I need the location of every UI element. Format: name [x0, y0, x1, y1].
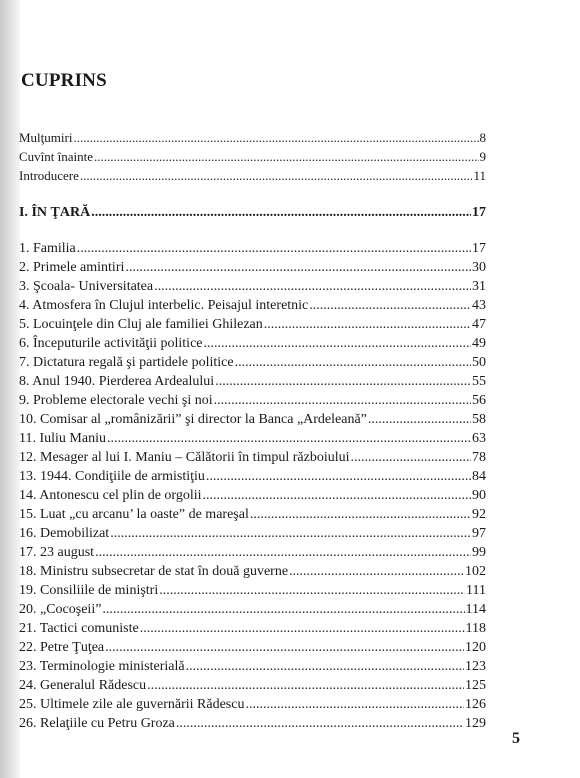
toc-entry: [19, 278, 486, 296]
toc-page-number: 126: [465, 697, 486, 712]
toc-entry: [19, 677, 486, 695]
toc-leader-dots: [214, 392, 471, 410]
toc-page-number: 9: [479, 149, 486, 164]
toc-page-number: 92: [472, 507, 486, 522]
toc-entry: [19, 696, 486, 714]
toc-page-number: 99: [472, 545, 486, 560]
toc-label: 3. Şcoala- Universitatea: [19, 279, 154, 294]
toc-page-number: 47: [472, 317, 486, 332]
toc-label: I. ÎN ŢARĂ: [19, 205, 91, 220]
toc-entry: [19, 639, 486, 657]
toc-leader-dots: [309, 297, 471, 315]
toc-leader-dots: [102, 601, 464, 619]
toc-page-number: 49: [472, 336, 486, 351]
toc-label: 24. Generalul Rădescu: [19, 678, 147, 693]
toc-leader-dots: [77, 240, 471, 258]
toc-page-number: 63: [472, 431, 486, 446]
toc-entry: [19, 411, 486, 429]
toc-page-number: 17: [472, 205, 486, 220]
toc-entry: [19, 297, 486, 315]
toc-label: Cuvînt înainte: [19, 149, 94, 164]
toc-leader-dots: [186, 658, 464, 676]
toc-page-number: 84: [472, 469, 486, 484]
toc-label: 18. Ministru subsecretar de stat în două guverne: [19, 564, 289, 579]
toc-entry: [19, 601, 486, 619]
toc-entry-front: [19, 129, 486, 147]
toc-entry: [19, 449, 486, 467]
toc-leader-dots: [159, 582, 465, 600]
toc-label: 4. Atmosfera în Clujul interbelic. Peisajul interetnic: [19, 298, 309, 313]
toc-label: 5. Locuinţele din Cluj ale familiei Ghilezan: [19, 317, 263, 332]
toc-page-number: 56: [472, 393, 486, 408]
toc-label: 10. Comisar al „românizării” şi director la Banca „Ardeleană”: [19, 412, 367, 427]
toc-label: 16. Demobilizat: [19, 526, 110, 541]
toc-label: 17. 23 august: [19, 545, 95, 560]
toc-page-number: 129: [465, 716, 486, 731]
toc-label: Mulţumiri: [19, 130, 73, 145]
toc-page-number: 58: [472, 412, 486, 427]
toc-label: 6. Începuturile activităţii politice: [19, 336, 203, 351]
toc-page-number: 111: [466, 583, 486, 598]
toc-entry: [19, 392, 486, 410]
toc-entry: [19, 525, 486, 543]
toc-label: 2. Primele amintiri: [19, 260, 125, 275]
toc-page-number: 17: [472, 241, 486, 256]
toc-entry: [19, 430, 486, 448]
toc-leader-dots: [245, 696, 464, 714]
toc-leader-dots: [91, 204, 471, 222]
toc-page-number: 43: [472, 298, 486, 313]
toc-label: 12. Mesager al lui I. Maniu – Călătorii în timpul războiului: [19, 450, 350, 465]
toc-label: 19. Consiliile de miniştri: [19, 583, 159, 598]
toc-leader-dots: [351, 449, 472, 467]
toc-leader-dots: [264, 316, 471, 334]
toc-leader-dots: [235, 354, 471, 372]
toc-entry: [19, 658, 486, 676]
toc-leader-dots: [125, 259, 471, 277]
toc-leader-dots: [368, 411, 471, 429]
toc-page-number: 90: [472, 488, 486, 503]
toc-label: 8. Anul 1940. Pierderea Ardealului: [19, 374, 215, 389]
toc-leader-dots: [215, 373, 471, 391]
toc-leader-dots: [206, 468, 471, 486]
toc-label: Introducere: [19, 168, 79, 183]
toc-leader-dots: [73, 129, 478, 147]
toc-leader-dots: [107, 430, 471, 448]
toc-label: 26. Relaţiile cu Petru Groza: [19, 716, 175, 731]
toc-entry-front: [19, 167, 486, 185]
toc-entry: [19, 506, 486, 524]
toc-page-number: 30: [472, 260, 486, 275]
toc-entry: [19, 240, 486, 258]
toc-label: 9. Probleme electorale vechi şi noi: [19, 393, 213, 408]
toc-entry: [19, 354, 486, 372]
toc-leader-dots: [110, 525, 471, 543]
toc-leader-dots: [204, 335, 472, 353]
toc-page-number: 120: [465, 640, 486, 655]
binding-gutter-shadow: [0, 0, 20, 778]
toc-page-number: 50: [472, 355, 486, 370]
toc-label: 13. 1944. Condiţiile de armistiţiu: [19, 469, 205, 484]
toc-entry: [19, 563, 486, 581]
toc-page-number: 125: [465, 678, 486, 693]
toc-entry: [19, 373, 486, 391]
toc-leader-dots: [80, 167, 473, 185]
toc-entry: [19, 316, 486, 334]
toc-entry-front: [19, 148, 486, 166]
toc-page-number: 11: [473, 168, 486, 183]
toc-leader-dots: [95, 544, 471, 562]
toc-leader-dots: [94, 148, 478, 166]
toc-label: 23. Terminologie ministerială: [19, 659, 185, 674]
toc-entry: [19, 544, 486, 562]
toc-entry: [19, 620, 486, 638]
toc-page-number: 97: [472, 526, 486, 541]
toc-label: 14. Antonescu cel plin de orgolii: [19, 488, 202, 503]
page-title: CUPRINS: [21, 70, 107, 91]
toc-label: 15. Luat „cu arcanu’ la oaste” de mareşal: [19, 507, 249, 522]
toc-label: 1. Familia: [19, 241, 76, 256]
toc-leader-dots: [140, 620, 465, 638]
toc-entry: [19, 468, 486, 486]
toc-leader-dots: [105, 639, 464, 657]
toc-entry: [19, 715, 486, 733]
toc-page-number: 102: [465, 564, 486, 579]
toc-page-number: 8: [479, 130, 486, 145]
toc-page-number: 123: [465, 659, 486, 674]
toc-entry: [19, 487, 486, 505]
toc-label: 25. Ultimele zile ale guvernării Rădescu: [19, 697, 245, 712]
toc-page-number: 55: [472, 374, 486, 389]
toc-entry: [19, 582, 486, 600]
toc-label: 22. Petre Ţuţea: [19, 640, 105, 655]
toc-section-heading: [19, 204, 486, 222]
toc-page-number: 78: [472, 450, 486, 465]
toc-leader-dots: [154, 278, 471, 296]
toc-leader-dots: [147, 677, 464, 695]
toc-page-number: 31: [472, 279, 486, 294]
toc-leader-dots: [203, 487, 472, 505]
toc-label: 21. Tactici comuniste: [19, 621, 139, 636]
toc-label: 11. Iuliu Maniu: [19, 431, 106, 446]
toc-leader-dots: [289, 563, 464, 581]
toc-leader-dots: [176, 715, 464, 733]
toc-entry: [19, 259, 486, 277]
toc-entry: [19, 335, 486, 353]
toc-leader-dots: [250, 506, 471, 524]
toc-page-number: 114: [465, 602, 486, 617]
toc-label: 20. „Cocoşeii”: [19, 602, 102, 617]
toc-page-number: 118: [465, 621, 486, 636]
page-number: 5: [512, 730, 520, 747]
toc-label: 7. Dictatura regală şi partidele politice: [19, 355, 234, 370]
